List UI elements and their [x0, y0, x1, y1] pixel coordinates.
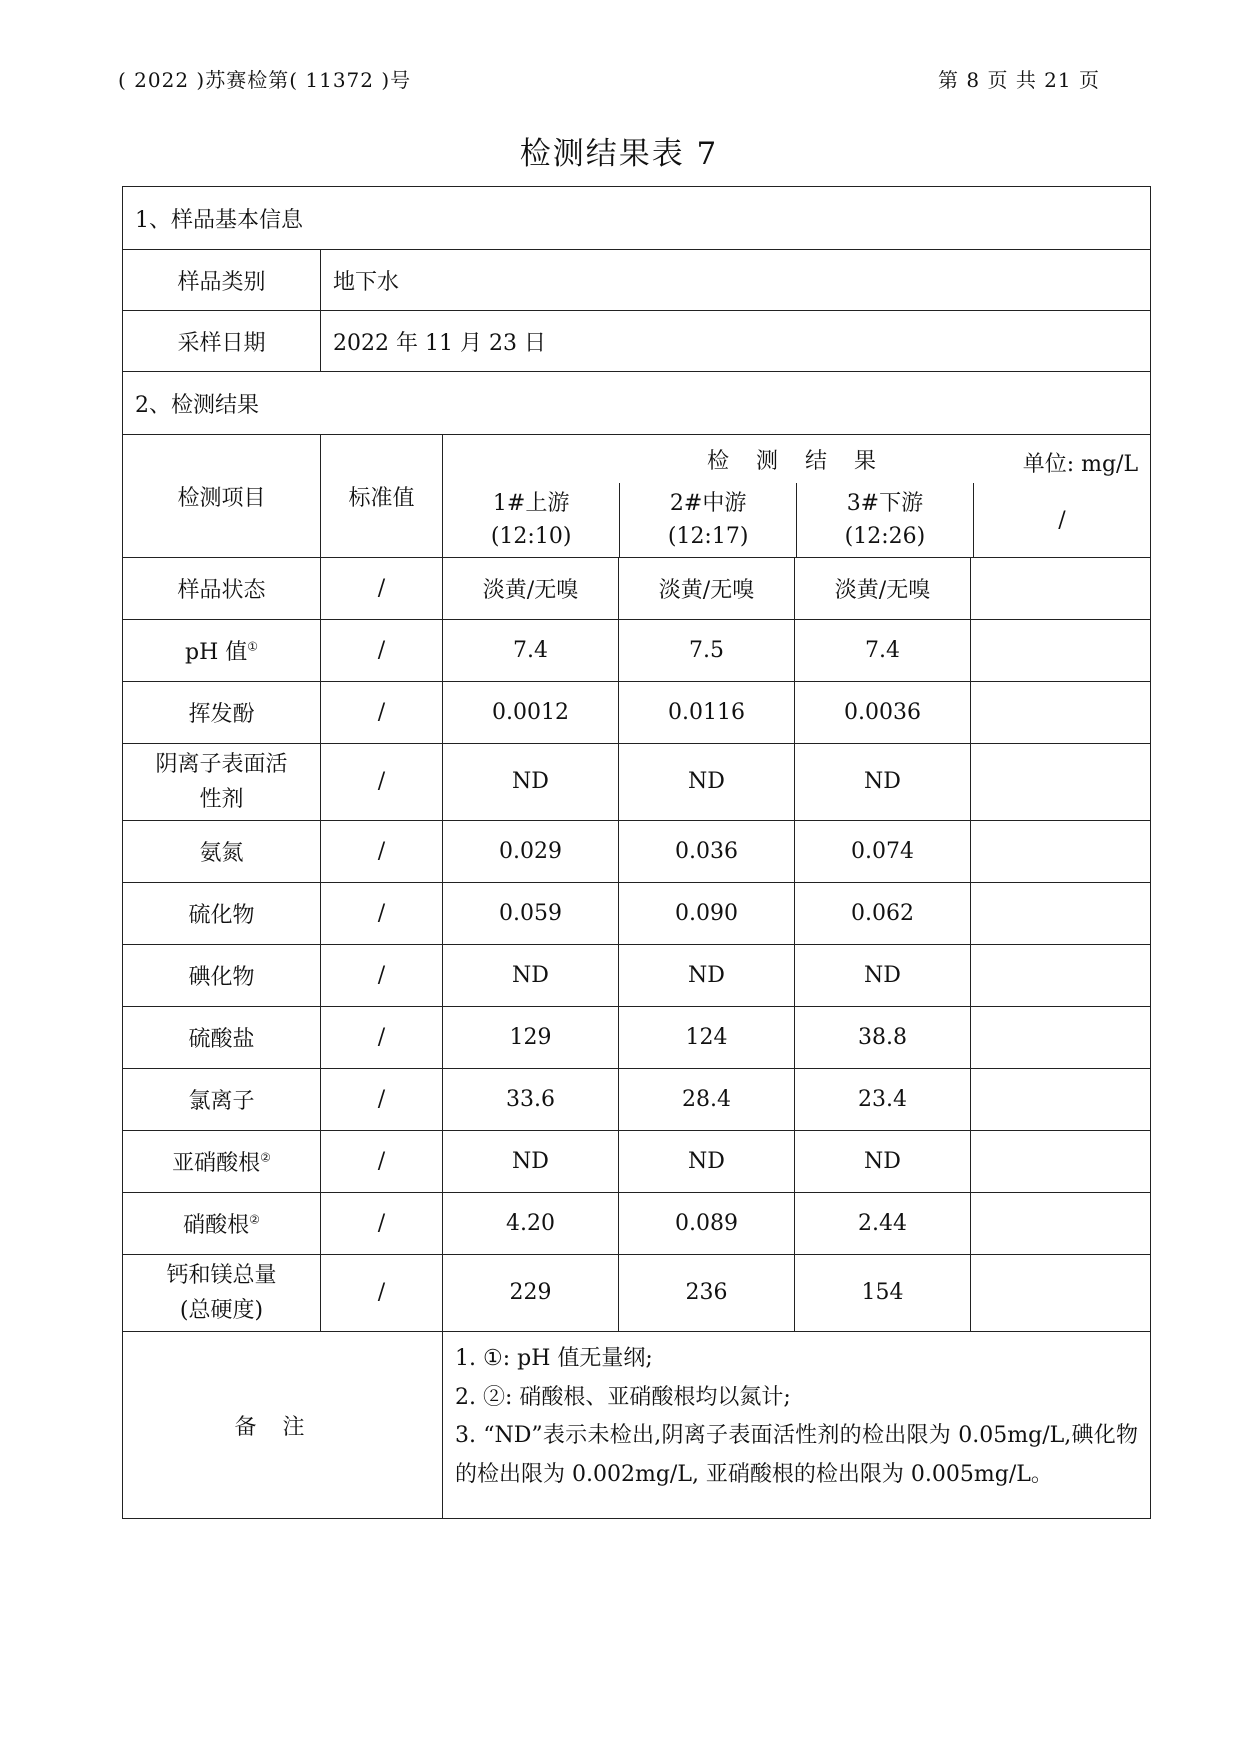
result-site-3 — [795, 821, 971, 883]
result-site-4 — [971, 1007, 1151, 1069]
result-site-1-text: 0.059 — [499, 901, 562, 926]
section2-heading-row — [123, 372, 1151, 435]
result-item-text: 硫化物 — [188, 903, 255, 928]
result-site-2-text: 7.5 — [689, 638, 724, 663]
result-site-3 — [795, 744, 971, 821]
result-item — [123, 1255, 321, 1332]
result-site-4 — [971, 1193, 1151, 1255]
result-standard-text: / — [377, 901, 386, 926]
result-row — [123, 1069, 1151, 1131]
results-table — [122, 186, 1151, 1519]
result-site-3 — [795, 682, 971, 744]
result-item — [123, 682, 321, 744]
result-site-2 — [619, 620, 795, 682]
result-site-3-text: ND — [864, 963, 901, 988]
result-site-1-text: ND — [512, 769, 549, 795]
result-site-3-text: 23.4 — [858, 1087, 907, 1112]
result-site-2-text: ND — [688, 769, 725, 795]
remarks-row — [123, 1332, 1151, 1519]
result-row — [123, 821, 1151, 883]
result-row — [123, 1007, 1151, 1069]
result-site-4 — [971, 945, 1151, 1007]
result-item — [123, 1193, 321, 1255]
result-site-1 — [443, 1193, 619, 1255]
result-site-1 — [443, 821, 619, 883]
result-site-3 — [795, 620, 971, 682]
result-standard-text: / — [377, 1280, 386, 1306]
result-item — [123, 1007, 321, 1069]
result-site-3 — [795, 1131, 971, 1193]
result-site-1 — [443, 1069, 619, 1131]
result-site-4 — [971, 620, 1151, 682]
result-standard — [321, 945, 443, 1007]
remarks-label: 备注 — [123, 1332, 443, 1519]
result-standard — [321, 1069, 443, 1131]
result-item-text: 样品状态 — [177, 578, 266, 603]
result-row — [123, 620, 1151, 682]
result-site-2 — [619, 1069, 795, 1131]
result-standard — [321, 1007, 443, 1069]
result-site-2 — [619, 945, 795, 1007]
result-site-2 — [619, 558, 795, 620]
result-site-1 — [443, 1007, 619, 1069]
result-site-2-text: 236 — [685, 1280, 728, 1306]
col-standard-header: 标准值 — [321, 435, 443, 558]
result-item-text: pH 值 — [184, 640, 248, 665]
result-item-text: 硝酸根 — [183, 1213, 250, 1238]
results-rows — [123, 558, 1151, 1332]
result-site-3 — [795, 883, 971, 945]
result-standard-text: / — [377, 1087, 386, 1112]
result-standard — [321, 883, 443, 945]
result-row — [123, 1255, 1151, 1332]
result-site-4 — [971, 1131, 1151, 1193]
result-standard-text: / — [377, 963, 386, 988]
footnote-marker: ② — [260, 1150, 271, 1165]
result-site-2 — [619, 821, 795, 883]
result-site-1 — [443, 558, 619, 620]
result-site-1-text: 淡黄/无嗅 — [482, 578, 579, 603]
result-site-3-text: 154 — [861, 1280, 904, 1306]
result-site-3-text: ND — [864, 1149, 901, 1174]
result-standard — [321, 558, 443, 620]
result-item-text: 阴离子表面活性剂 — [155, 751, 288, 812]
result-site-2 — [619, 1255, 795, 1332]
result-row — [123, 1131, 1151, 1193]
result-site-2-text: 0.089 — [675, 1211, 738, 1236]
result-site-1 — [443, 1255, 619, 1332]
result-item-text: 碘化物 — [188, 965, 255, 990]
result-site-4 — [971, 682, 1151, 744]
result-site-3-text: 0.062 — [851, 901, 914, 926]
result-site-3-text: 2.44 — [858, 1211, 907, 1236]
result-standard-text: / — [377, 576, 386, 601]
result-row — [123, 1193, 1151, 1255]
results-header-row — [123, 435, 1151, 558]
result-site-2-text: 28.4 — [682, 1087, 731, 1112]
result-site-3 — [795, 1255, 971, 1332]
remark-line-3: 3. “ND”表示未检出,阴离子表面活性剂的检出限为 0.05mg/L,碘化物的检出限为 0.002mg/L, 亚硝酸根的检出限为 0.005mg/L。 — [455, 1423, 1139, 1487]
result-site-3 — [795, 945, 971, 1007]
result-standard — [321, 682, 443, 744]
result-item — [123, 558, 321, 620]
result-site-1 — [443, 682, 619, 744]
result-row — [123, 682, 1151, 744]
result-standard — [321, 1255, 443, 1332]
result-item — [123, 620, 321, 682]
result-site-1-text: 129 — [509, 1025, 552, 1050]
footnote-marker: ② — [249, 1212, 260, 1227]
remarks-content — [443, 1332, 1151, 1519]
site-1-name: 1#上游 — [492, 491, 570, 516]
result-site-4 — [971, 744, 1151, 821]
col-item-header: 检测项目 — [123, 435, 321, 558]
result-site-1-text: 33.6 — [506, 1087, 555, 1112]
result-item — [123, 744, 321, 821]
result-standard-text: / — [377, 769, 386, 795]
site-3-time: (12:26) — [844, 524, 926, 549]
result-item — [123, 821, 321, 883]
result-site-2 — [619, 1193, 795, 1255]
result-row — [123, 945, 1151, 1007]
result-item-text: 钙和镁总量(总硬度) — [166, 1262, 277, 1323]
sample-type-row — [123, 250, 1151, 311]
results-title-text: 检 测 结 果 — [707, 448, 887, 474]
site-3-header — [797, 483, 974, 557]
result-item-text: 亚硝酸根 — [172, 1151, 261, 1176]
result-standard-text: / — [377, 638, 386, 663]
result-item-text: 挥发酚 — [188, 702, 255, 727]
result-site-3-text: 38.8 — [858, 1025, 907, 1050]
result-site-1-text: 0.0012 — [492, 700, 569, 725]
section2-heading: 2、检测结果 — [123, 372, 1151, 435]
result-site-1-text: ND — [512, 1149, 549, 1174]
result-row — [123, 744, 1151, 821]
result-site-1 — [443, 945, 619, 1007]
result-site-4 — [971, 883, 1151, 945]
result-item — [123, 945, 321, 1007]
sample-date-label: 采样日期 — [123, 311, 321, 372]
result-row — [123, 558, 1151, 620]
sample-date-row — [123, 311, 1151, 372]
page-info: 第 8 页 共 21 页 — [938, 68, 1100, 92]
results-title — [443, 435, 1150, 483]
result-item — [123, 1131, 321, 1193]
result-site-1 — [443, 744, 619, 821]
result-site-1 — [443, 883, 619, 945]
result-standard — [321, 1131, 443, 1193]
site-1-header — [443, 483, 620, 557]
report-number: ( 2022 )苏赛检第( 11372 )号 — [118, 68, 412, 92]
result-standard-text: / — [377, 839, 386, 864]
result-site-3-text: 0.074 — [851, 839, 914, 864]
result-site-3-text: 0.0036 — [844, 700, 921, 725]
result-site-2 — [619, 883, 795, 945]
result-site-2-text: 0.090 — [675, 901, 738, 926]
result-row — [123, 883, 1151, 945]
result-site-3-text: ND — [864, 769, 901, 795]
result-site-1-text: 229 — [509, 1280, 552, 1306]
result-standard-text: / — [377, 1211, 386, 1236]
result-site-2 — [619, 682, 795, 744]
sample-date-value: 2022 年 11 月 23 日 — [321, 311, 1151, 372]
result-site-3 — [795, 1193, 971, 1255]
result-site-4 — [971, 1069, 1151, 1131]
result-standard — [321, 1193, 443, 1255]
result-site-2-text: 124 — [685, 1025, 728, 1050]
result-standard-text: / — [377, 1025, 386, 1050]
result-site-2 — [619, 744, 795, 821]
result-standard — [321, 744, 443, 821]
result-item-text: 氯离子 — [188, 1089, 255, 1114]
result-site-1-text: 7.4 — [513, 638, 548, 663]
site-3-name: 3#下游 — [846, 491, 924, 516]
sample-type-label: 样品类别 — [123, 250, 321, 311]
result-site-2 — [619, 1007, 795, 1069]
results-header-group — [443, 435, 1151, 558]
result-site-3 — [795, 1069, 971, 1131]
site-4-header — [973, 483, 1150, 557]
remark-line-1: 1. ①: pH 值无量纲; — [455, 1346, 653, 1371]
results-document — [122, 186, 1150, 1519]
result-site-2 — [619, 1131, 795, 1193]
result-site-3 — [795, 1007, 971, 1069]
result-site-2-text: 0.036 — [675, 839, 738, 864]
result-site-3 — [795, 558, 971, 620]
result-standard-text: / — [377, 700, 386, 725]
result-item-text: 氨氮 — [199, 841, 244, 866]
result-item-text: 硫酸盐 — [188, 1027, 255, 1052]
section1-heading-row — [123, 187, 1151, 250]
site-2-time: (12:17) — [667, 524, 749, 549]
site-1-time: (12:10) — [490, 524, 572, 549]
result-site-4 — [971, 558, 1151, 620]
result-site-1 — [443, 1131, 619, 1193]
result-standard — [321, 821, 443, 883]
site-2-name: 2#中游 — [669, 491, 747, 516]
unit-label: 单位: mg/L — [1022, 452, 1139, 477]
remark-line-2: 2. ②: 硝酸根、亚硝酸根均以氮计; — [455, 1384, 791, 1410]
result-site-1-text: 0.029 — [499, 839, 562, 864]
result-standard-text: / — [377, 1149, 386, 1174]
page-title: 检测结果表 7 — [519, 136, 719, 172]
result-site-1-text: 4.20 — [506, 1211, 555, 1236]
site-2-header — [620, 483, 797, 557]
sample-type-value: 地下水 — [321, 250, 1151, 311]
result-site-2-text: ND — [688, 1149, 725, 1174]
result-site-2-text: 淡黄/无嗅 — [658, 578, 755, 603]
result-standard — [321, 620, 443, 682]
result-item — [123, 1069, 321, 1131]
section1-heading: 1、样品基本信息 — [123, 187, 1151, 250]
site-4-name: / — [1058, 507, 1066, 533]
footnote-marker: ① — [247, 639, 259, 654]
result-site-3-text: 7.4 — [865, 638, 900, 663]
result-site-2-text: ND — [688, 963, 725, 988]
result-site-4 — [971, 821, 1151, 883]
result-site-3-text: 淡黄/无嗅 — [834, 578, 931, 603]
result-site-1-text: ND — [512, 963, 549, 988]
result-site-4 — [971, 1255, 1151, 1332]
result-site-1 — [443, 620, 619, 682]
result-site-2-text: 0.0116 — [668, 700, 745, 725]
result-item — [123, 883, 321, 945]
